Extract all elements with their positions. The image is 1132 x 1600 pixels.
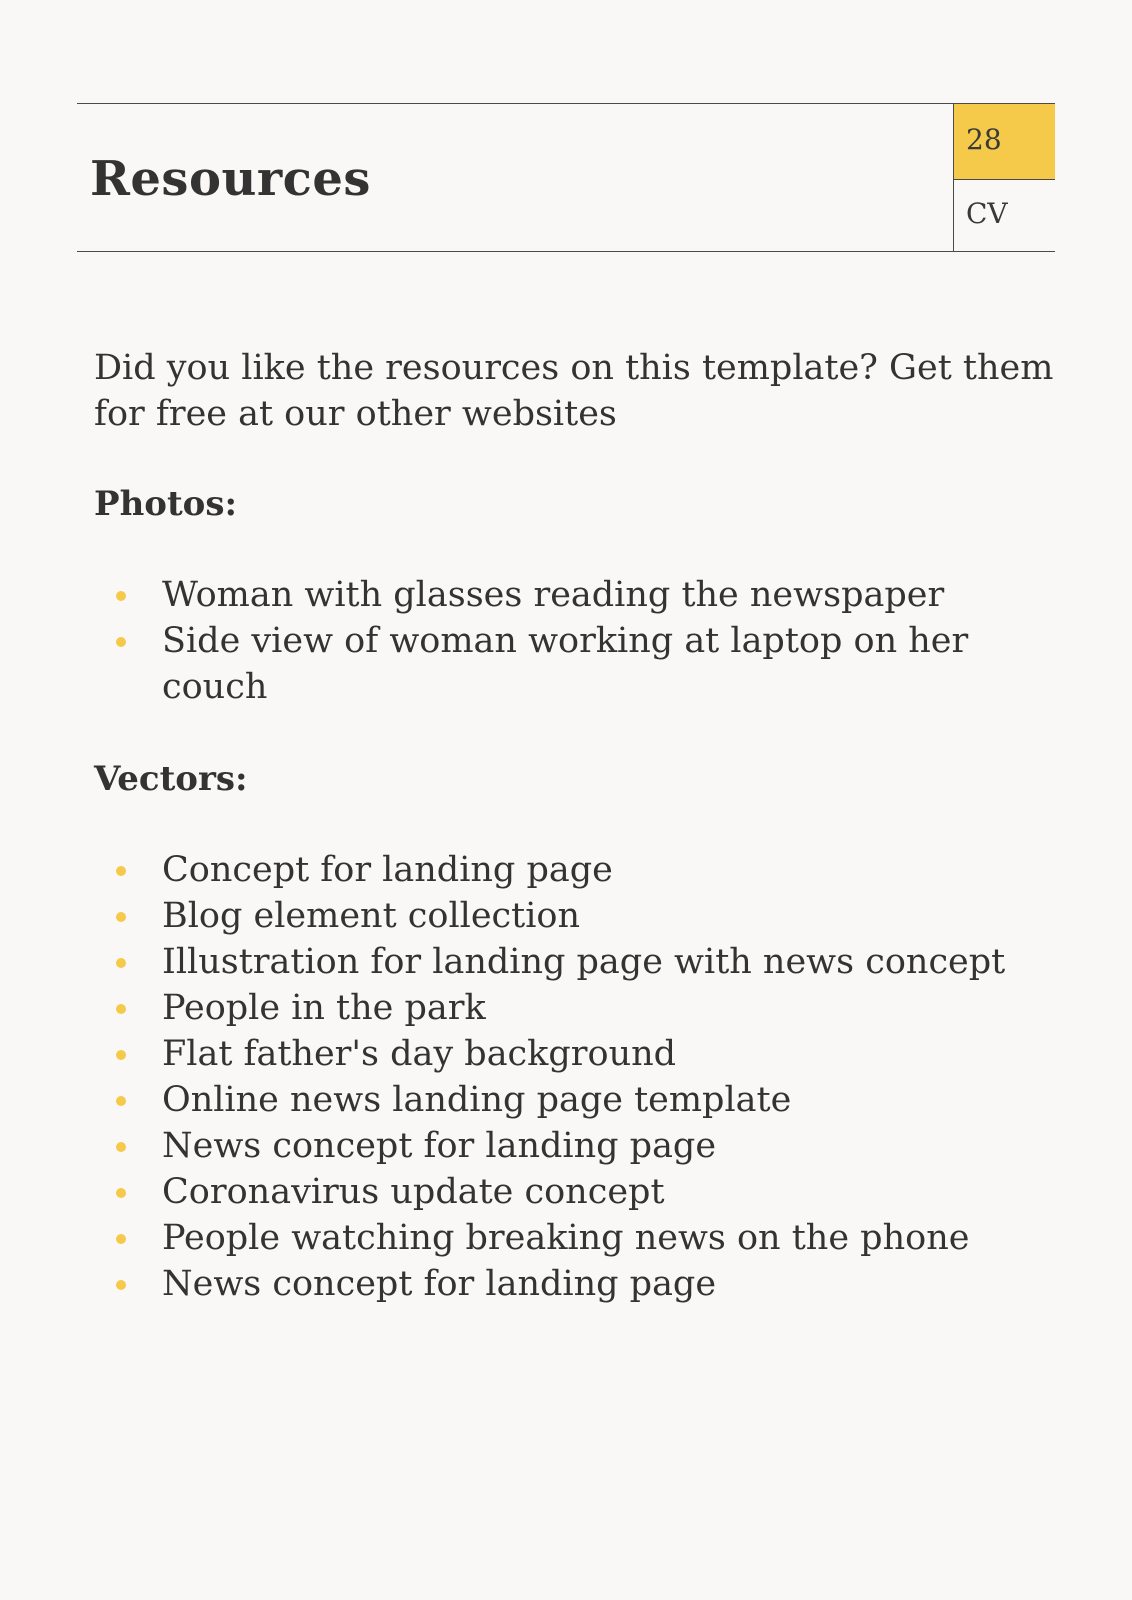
page-number: 28 bbox=[954, 104, 1055, 180]
vector-item-5[interactable] bbox=[94, 1031, 1054, 1077]
bullet-icon bbox=[116, 1096, 126, 1106]
vector-item-3[interactable] bbox=[94, 939, 1054, 985]
vector-item-label: Blog element collection bbox=[162, 896, 581, 936]
vector-item-7[interactable] bbox=[94, 1123, 1054, 1169]
bullet-icon bbox=[116, 866, 126, 876]
bullet-icon bbox=[116, 1004, 126, 1014]
vector-item-label: Illustration for landing page with news concept bbox=[162, 942, 1006, 982]
vectors-list bbox=[94, 847, 1054, 1307]
page-title: Resources bbox=[90, 151, 371, 207]
photo-item-1[interactable] bbox=[94, 572, 1054, 618]
bullet-icon bbox=[116, 1234, 126, 1244]
vector-item-label: Flat father's day background bbox=[162, 1034, 677, 1074]
vector-item-label: People watching breaking news on the phone bbox=[162, 1218, 970, 1258]
photos-list bbox=[94, 572, 1054, 710]
vector-item-label: People in the park bbox=[162, 988, 486, 1028]
vectors-heading: Vectors: bbox=[94, 759, 248, 799]
vector-item-label: Online news landing page template bbox=[162, 1080, 792, 1120]
vector-item-6[interactable] bbox=[94, 1077, 1054, 1123]
page-header bbox=[77, 103, 1055, 252]
vector-item-label: Coronavirus update concept bbox=[162, 1172, 665, 1212]
vector-item-label: News concept for landing page bbox=[162, 1264, 717, 1304]
photo-item-label: Woman with glasses reading the newspaper bbox=[162, 575, 945, 615]
intro-text: Did you like the resources on this template? Get them for free at our other websites bbox=[94, 348, 1054, 434]
vector-item-10[interactable] bbox=[94, 1261, 1054, 1307]
bullet-icon bbox=[116, 912, 126, 922]
bullet-icon bbox=[116, 591, 126, 601]
photos-heading: Photos: bbox=[94, 484, 238, 524]
photo-item-2[interactable] bbox=[94, 618, 1054, 710]
photo-item-label: Side view of woman working at laptop on her couch bbox=[162, 621, 969, 707]
bullet-icon bbox=[116, 1050, 126, 1060]
vector-item-label: Concept for landing page bbox=[162, 850, 613, 890]
vector-item-1[interactable] bbox=[94, 847, 1054, 893]
bullet-icon bbox=[116, 958, 126, 968]
vector-item-2[interactable] bbox=[94, 893, 1054, 939]
bullet-icon bbox=[116, 1188, 126, 1198]
bullet-icon bbox=[116, 637, 126, 647]
section-tag: CV bbox=[966, 197, 1008, 230]
vector-item-label: News concept for landing page bbox=[162, 1126, 717, 1166]
page-content bbox=[94, 345, 1054, 1307]
bullet-icon bbox=[116, 1280, 126, 1290]
vector-item-9[interactable] bbox=[94, 1215, 1054, 1261]
page-meta-box bbox=[953, 104, 1055, 251]
vector-item-4[interactable] bbox=[94, 985, 1054, 1031]
vector-item-8[interactable] bbox=[94, 1169, 1054, 1215]
bullet-icon bbox=[116, 1142, 126, 1152]
